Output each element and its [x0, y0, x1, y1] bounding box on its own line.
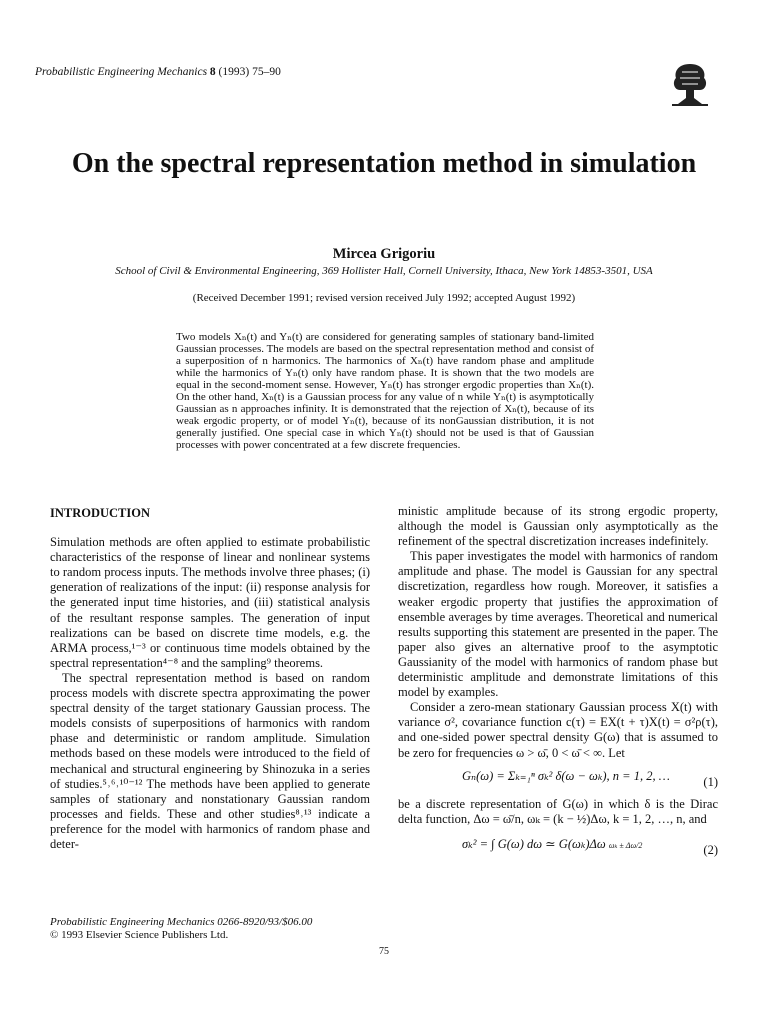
equation-2: [398, 835, 718, 865]
intro-paragraph-1: Simulation methods are often applied to estimate probabilistic characteristics of the response of linear and nonlinear systems to random process inputs. The methods involve three phases; (i) generation of realizations of the input: (ii) response analysis for the generated input time histories, and (iii) statistical analysis of the resultant response samples. The generation of input realizations can be based on discrete time models, e.g. the ARMA process,¹⁻³ or continuous time models obtained by the spectral representation⁴⁻⁸ and the sampling⁹ theorems.: [50, 535, 370, 670]
author-affiliation: School of Civil & Environmental Engineering, 369 Hollister Hall, Cornell University, Ithaca, New York 14853-3501, USA: [115, 265, 653, 277]
equation-2-limits: ωₖ ± Δω/2: [608, 840, 643, 850]
right-column: [398, 504, 718, 865]
footer-journal-line: Probabilistic Engineering Mechanics 0266-8920/93/$06.00: [50, 916, 313, 928]
author-name: Mircea Grigoriu: [332, 246, 436, 262]
equation-1: [398, 767, 718, 797]
footer-copyright: © 1993 Elsevier Science Publishers Ltd.: [50, 929, 229, 941]
footer-note: [50, 916, 380, 942]
paper-title: On the spectral representation method in simulation: [71, 148, 697, 179]
right-paragraph-3: Consider a zero-mean stationary Gaussian process X(t) with variance σ², covariance function c(τ) = EX(t + τ)X(t) = σ²ρ(τ), and one-sided power spectral density G(ω) that is assumed to be zero for frequencies ω > ω̄, 0 < ω̄ < ∞. Let: [398, 700, 718, 760]
publisher-logo-icon: [668, 58, 712, 108]
equation-1-body: Gₙ(ω) = Σₖ₌₁ⁿ σₖ² δ(ω − ωₖ), n = 1, 2, …: [462, 768, 670, 783]
journal-volume: 8: [209, 66, 216, 78]
left-column: [50, 506, 370, 852]
equation-2-number: (2): [703, 842, 718, 857]
journal-year-pages: (1993) 75–90: [218, 66, 281, 78]
intro-paragraph-2: The spectral representation method is based on random process models with discrete spectra approximating the power spectral density of the target stationary Gaussian process. The models consists of superpositions of harmonics with random phase and deterministic or random amplitude. Simulation methods based on these models were introduced to the field of mechanical and structural engineering by Shinozuka in a series of studies.⁵˒⁶˒¹⁰⁻¹² The methods have been applied to generate samples of stationary and nonstationary Gaussian random processes and fields. These and other studies⁸˒¹³ indicate a preference for the model with harmonics of random phase and deter-: [50, 670, 370, 851]
page-number: 75: [379, 946, 389, 957]
section-heading: INTRODUCTION: [50, 506, 151, 520]
journal-citation: [35, 66, 281, 78]
right-paragraph-2: This paper investigates the model with harmonics of random amplitude and phase. The model is Gaussian for any spectral discretization, regardless how rough. Moreover, it satisfies a weaker ergodic property that justifies the approximation of ensemble averages by time averages. Theoretical and numerical results supporting this statement are presented in the paper. The paper also gives an alternative proof to the asymptotic Gaussianity of the model with harmonics of random phase but deterministic amplitude and demonstrate limitations of this model by examples.: [398, 549, 718, 700]
equation-1-number: (1): [703, 774, 718, 789]
abstract: Two models Xₙ(t) and Yₙ(t) are considered for generating samples of stationary band-limited Gaussian processes. The models are based on the spectral representation method and consist of a superposition of n harmonics. The harmonics of Xₙ(t) have random phase and amplitude while the harmonics of Yₙ(t) only have random phase. It is shown that the two models are equal in the second-moment sense. However, Yₙ(t) has stronger ergodic properties than Xₙ(t). On the other hand, Xₙ(t) is a Gaussian process for any value of n while Yₙ(t) is asymptotically Gaussian as n approaches infinity. It is demonstrated that the rejection of Xₙ(t), because of its weak ergodic property, or of model Yₙ(t), because of its nonGaussian distribution, it is not generally justified. One special case in which Yₙ(t) should not be used is that of Gaussian processes with power concentrated at a few discrete frequencies.: [176, 331, 594, 451]
journal-name: Probabilistic Engineering Mechanics: [35, 66, 208, 78]
right-paragraph-1: ministic amplitude because of its strong ergodic property, although the model is Gaussian only asymptotically as the refinement of the spectral discretization increases indefinitely.: [398, 504, 718, 549]
equation-2-body: σₖ² = ∫ G(ω) dω ≃ G(ωₖ)Δω: [462, 836, 606, 851]
received-dates: (Received December 1991; revised version received July 1992; accepted August 1992): [192, 292, 576, 304]
right-paragraph-4: be a discrete representation of G(ω) in which δ is the Dirac delta function, Δω = ω̄/n, ωₖ = (k − ½)Δω, k = 1, 2, …, n, and: [398, 796, 718, 826]
